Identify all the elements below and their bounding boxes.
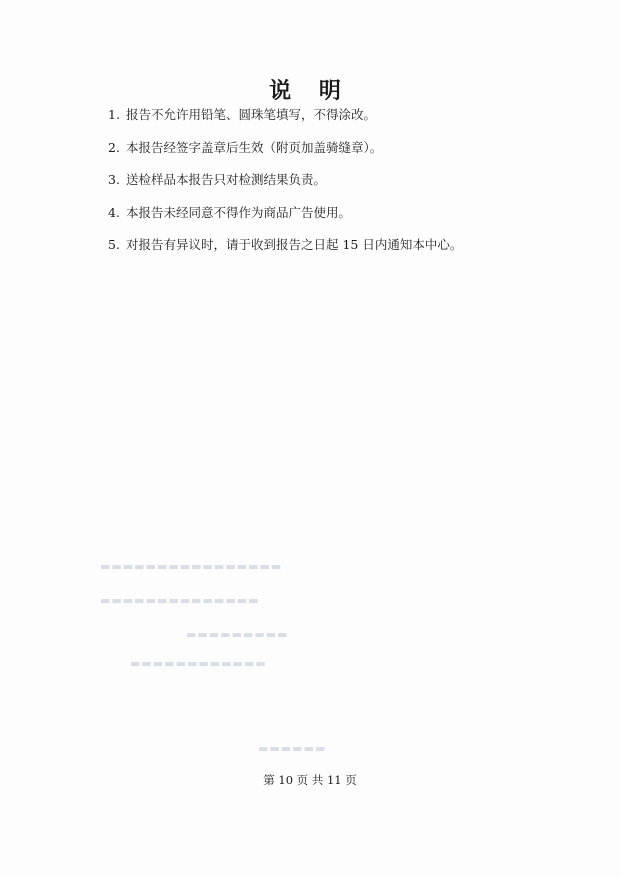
bleed-through-line: ▬▬▬▬▬▬▬▬▬▬▬▬▬▬ — [100, 594, 260, 607]
page-title: 说 明 — [269, 79, 351, 104]
bleed-through-line: ▬▬▬▬▬▬▬▬▬ — [186, 628, 289, 641]
item-text: 送检样品本报告只对检测结果负责。 — [125, 172, 326, 187]
item-number: 2. — [108, 139, 120, 155]
item-number: 5. — [108, 237, 120, 252]
page-number: 第 10 页 共 11 页 — [263, 773, 357, 787]
item-number: 1. — [108, 107, 120, 122]
item-number: 3. — [108, 172, 120, 187]
list-item — [108, 104, 568, 137]
bleed-through-line: ▬▬▬▬▬▬ — [258, 742, 327, 755]
list-item — [108, 169, 568, 202]
list-item — [108, 137, 568, 170]
item-text: 对报告有异议时，请于收到报告之日起 15 日内通知本中心。 — [125, 237, 463, 252]
item-text: 报告不允许用铅笔、圆珠笔填写，不得涂改。 — [125, 107, 376, 122]
bleed-through-line: ▬▬▬▬▬▬▬▬▬▬▬▬ — [130, 657, 267, 670]
item-text: 本报告经签字盖章后生效（附页加盖骑缝章）。 — [125, 139, 383, 155]
list-item — [108, 234, 568, 267]
bleed-through-line: ▬▬▬▬▬▬▬▬▬▬▬▬▬▬▬▬ — [100, 560, 283, 573]
item-text: 本报告未经同意不得作为商品广告使用。 — [125, 204, 351, 220]
list-item — [108, 202, 568, 235]
notes-list — [108, 104, 568, 267]
item-number: 4. — [108, 204, 120, 220]
